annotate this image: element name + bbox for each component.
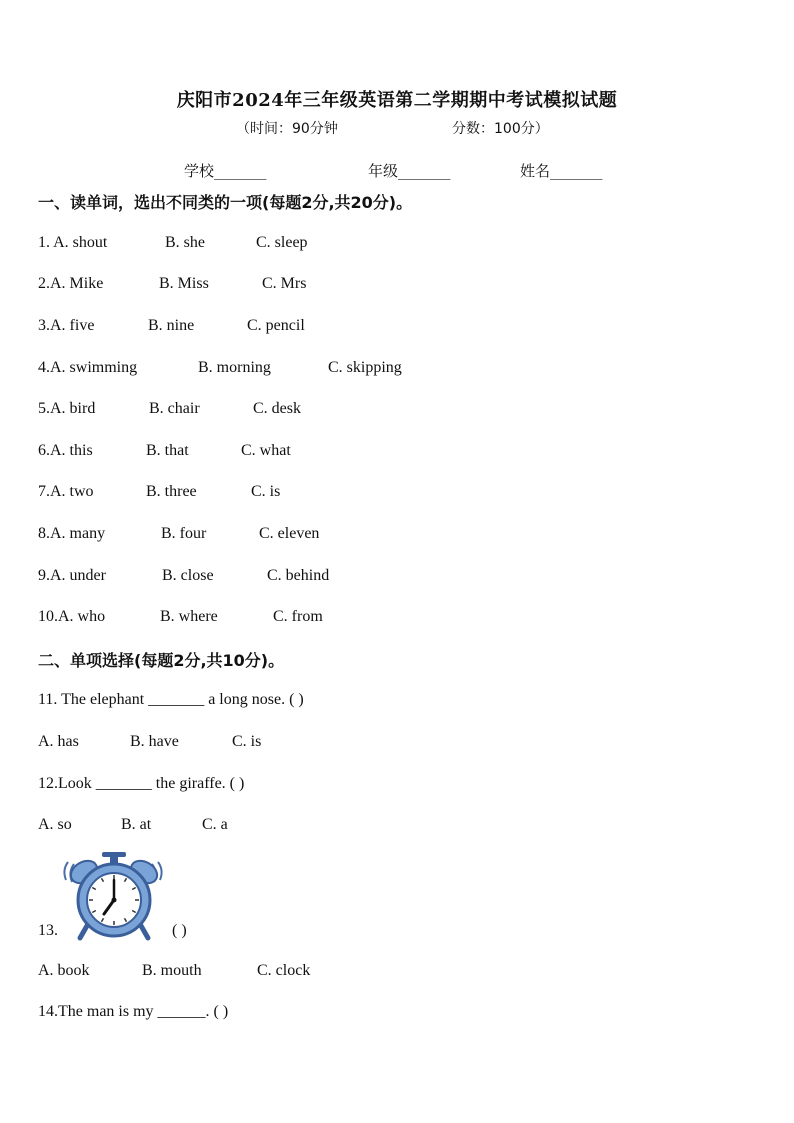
q5-option-b: B. chair (149, 400, 200, 417)
q13-option-a: A. book (38, 962, 90, 979)
question-1 (38, 234, 107, 252)
option-a: A. Mike (50, 275, 104, 292)
q12-option-b: B. at (121, 816, 152, 833)
q4-option-c: C. skipping (328, 359, 402, 376)
name-field: 姓名_______ (520, 162, 603, 180)
option-a: A. who (58, 608, 106, 625)
question-14-stem: 14.The man is my ______. ( ) (38, 1003, 229, 1020)
question-number: 5. (38, 400, 50, 417)
question-11-stem: 11. The elephant _______ a long nose. ( ) (38, 691, 304, 708)
q7-option-c: C. is (251, 483, 281, 500)
question-number: 7. (38, 483, 50, 500)
section-1-title: 一、读单词，选出不同类的一项(每题2分,共20分)。 (38, 193, 413, 212)
q9-option-b: B. close (162, 567, 214, 584)
question-number: 3. (38, 317, 50, 334)
school-field: 学校_______ (184, 162, 267, 180)
q7-option-b: B. three (146, 483, 197, 500)
grade-field: 年级_______ (368, 162, 451, 180)
q13-option-b: B. mouth (142, 962, 202, 979)
question-3 (38, 317, 94, 335)
question-number: 8. (38, 525, 50, 542)
q6-option-b: B. that (146, 442, 189, 459)
q3-option-c: C. pencil (247, 317, 305, 334)
q1-option-c: C. sleep (256, 234, 308, 251)
question-10 (38, 608, 105, 626)
q2-option-c: C. Mrs (262, 275, 307, 292)
q2-option-b: B. Miss (159, 275, 209, 292)
question-number: 6. (38, 442, 50, 459)
q12-option-c: C. a (202, 816, 228, 833)
section-2-title: 二、单项选择(每题2分,共10分)。 (38, 651, 285, 670)
q3-option-b: B. nine (148, 317, 195, 334)
q11-option-c: C. is (232, 733, 262, 750)
question-number: 2. (38, 275, 50, 292)
alarm-clock-icon (60, 852, 168, 942)
q12-option-a: A. so (38, 816, 72, 833)
option-a: A. many (50, 525, 106, 542)
q11-option-b: B. have (130, 733, 179, 750)
question-13-number: 13. (38, 922, 58, 939)
question-number: 4. (38, 359, 50, 376)
option-a: A. five (50, 317, 95, 334)
option-a: A. under (50, 567, 106, 584)
q9-option-c: C. behind (267, 567, 330, 584)
q8-option-c: C. eleven (259, 525, 320, 542)
question-9 (38, 567, 106, 585)
q8-option-b: B. four (161, 525, 207, 542)
question-13-answer-paren: ( ) (172, 922, 187, 939)
option-a: A. shout (53, 234, 108, 251)
question-5 (38, 400, 95, 418)
question-4 (38, 359, 137, 377)
q10-option-c: C. from (273, 608, 323, 625)
q4-option-b: B. morning (198, 359, 271, 376)
question-7 (38, 483, 94, 501)
q11-option-a: A. has (38, 733, 79, 750)
question-number: 10. (38, 608, 58, 625)
exam-time: （时间：90分钟 (236, 121, 338, 137)
question-number: 9. (38, 567, 50, 584)
question-12-stem: 12.Look _______ the giraffe. ( ) (38, 775, 245, 792)
q13-option-c: C. clock (257, 962, 311, 979)
question-number: 1. (38, 234, 50, 251)
option-a: A. swimming (50, 359, 138, 376)
option-a: A. this (50, 442, 93, 459)
q1-option-b: B. she (165, 234, 205, 251)
question-2 (38, 275, 103, 293)
question-8 (38, 525, 105, 543)
option-a: A. two (50, 483, 94, 500)
q10-option-b: B. where (160, 608, 218, 625)
q6-option-c: C. what (241, 442, 291, 459)
page-title: 庆阳市2024年三年级英语第二学期期中考试模拟试题 (176, 90, 618, 111)
q5-option-c: C. desk (253, 400, 301, 417)
exam-score: 分数：100分） (452, 121, 549, 137)
option-a: A. bird (50, 400, 96, 417)
question-6 (38, 442, 93, 460)
